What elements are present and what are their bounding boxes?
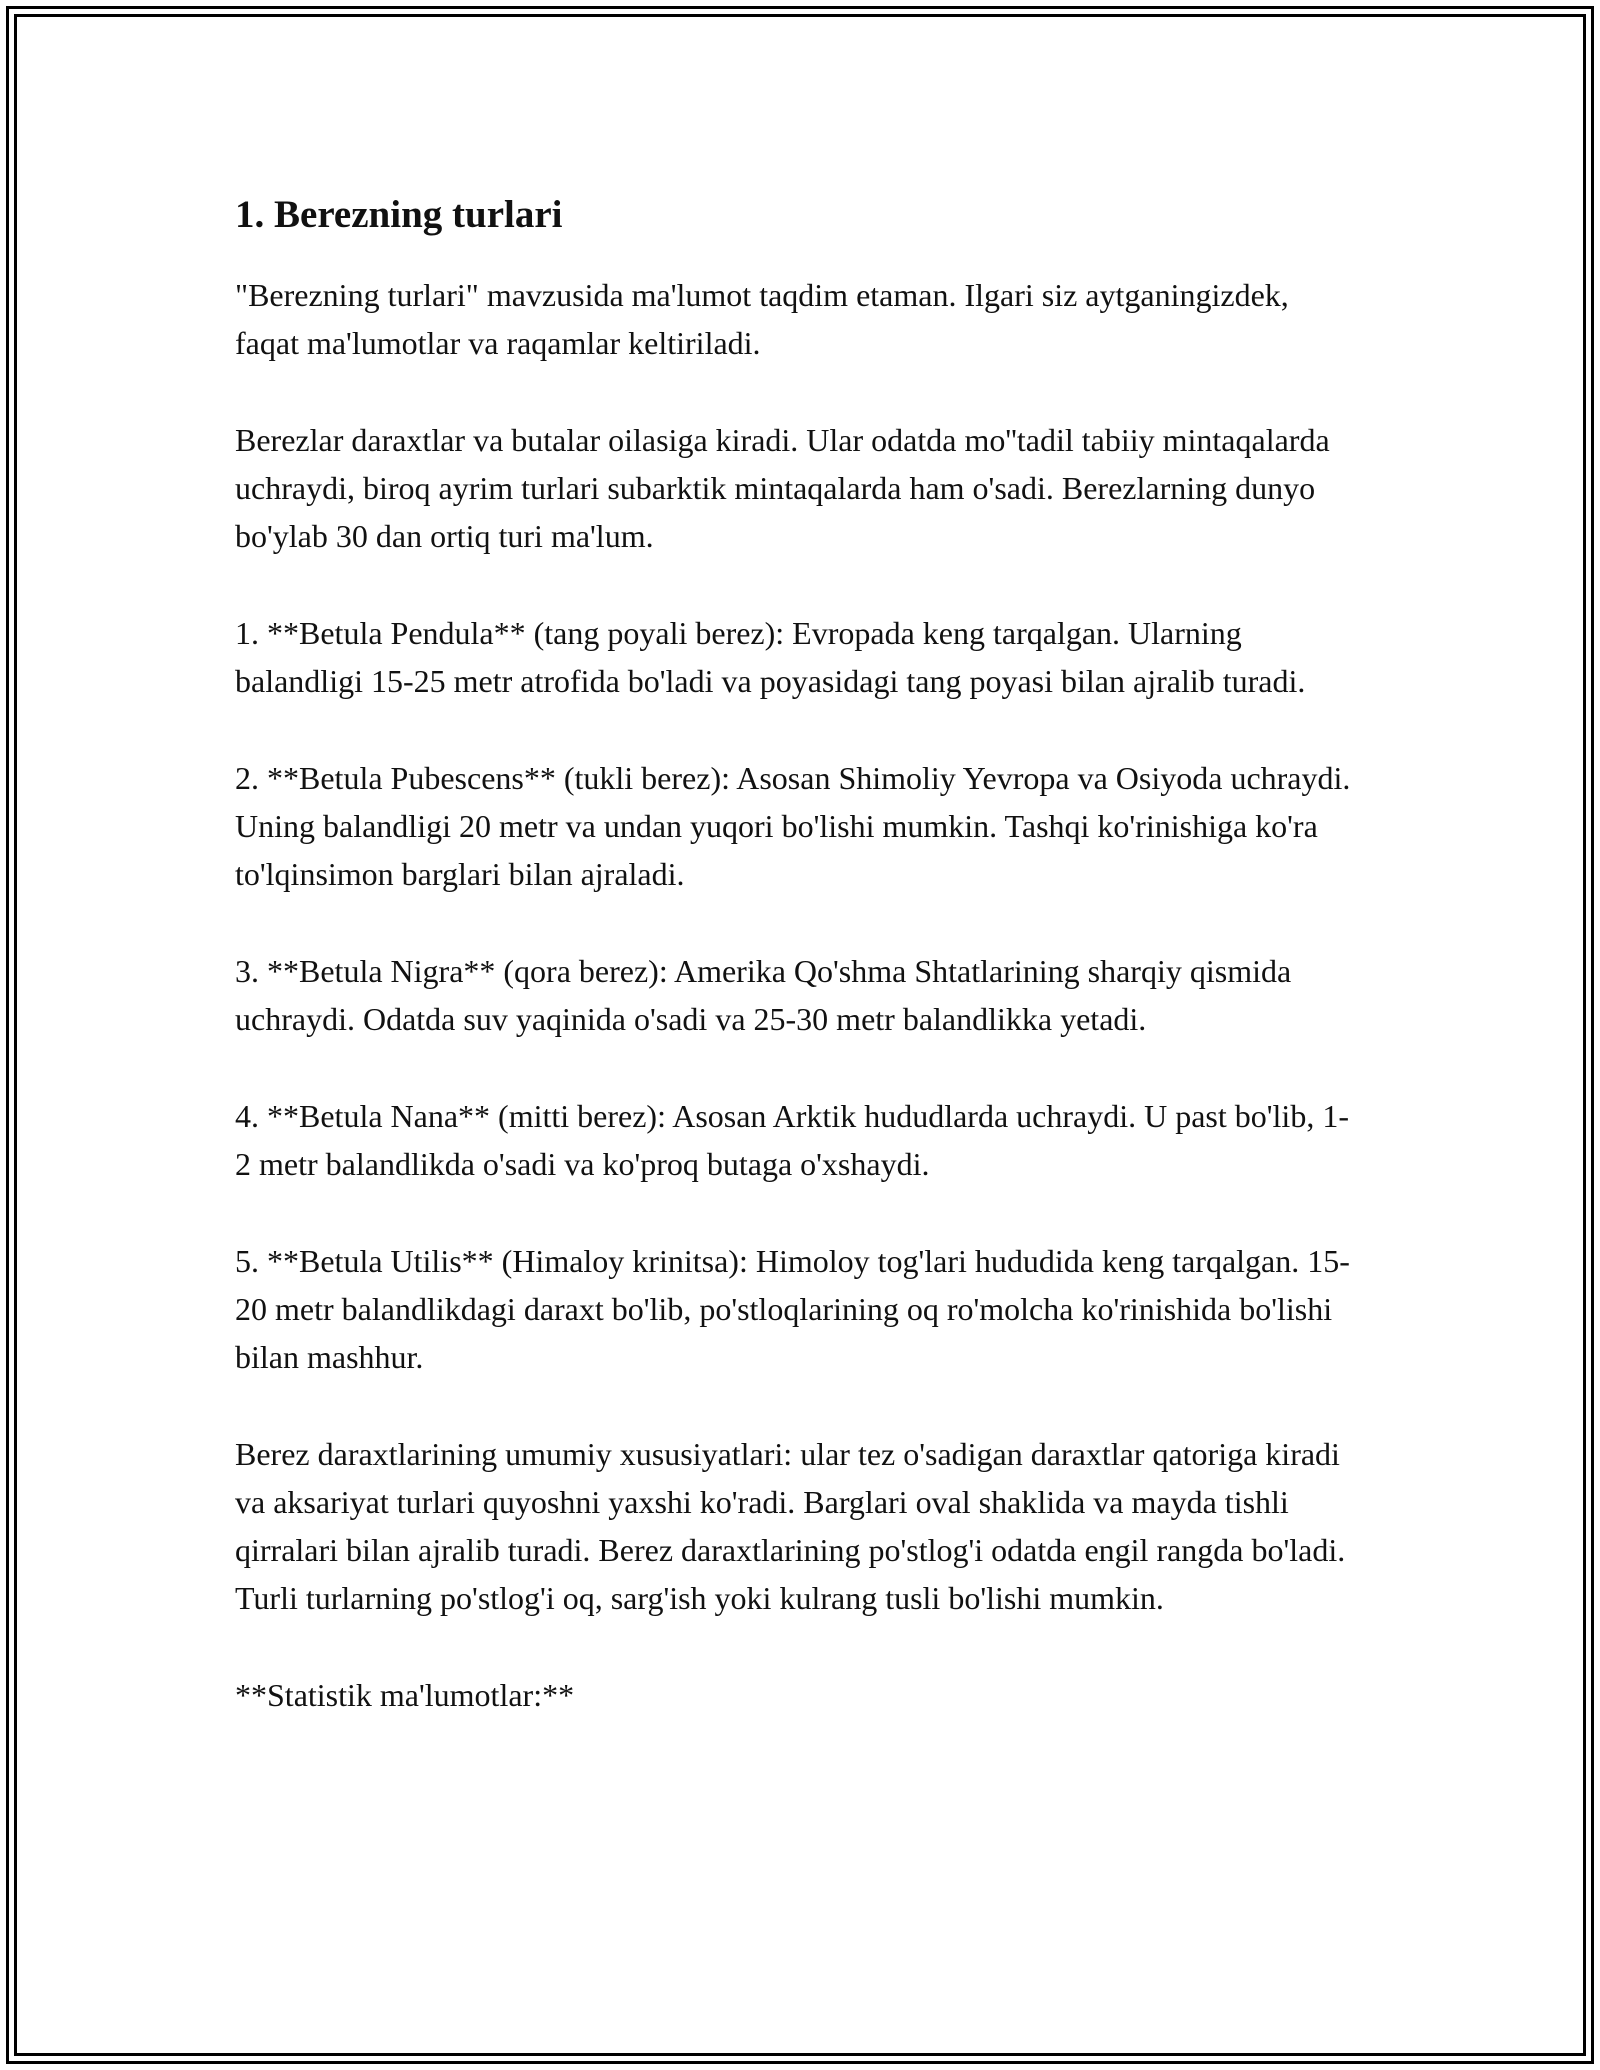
list-item-betula-pubescens: 2. **Betula Pubescens** (tukli berez): Asosan Shimoliy Yevropa va Osiyoda uchraydi. Uning balandligi 20 metr va undan yuqori bo'lishi mumkin. Tashqi ko'rinishiga ko'ra to'lqinsimon barglari bilan ajraladi.: [235, 760, 1351, 892]
list-item-betula-nana: 4. **Betula Nana** (mitti berez): Asosan Arktik hududlarda uchraydi. U past bo'lib, 1-2 metr balandlikda o'sadi va ko'proq butaga o'xshaydi.: [235, 1098, 1349, 1182]
document-title: 1. Berezning turlari: [235, 193, 563, 236]
overview-paragraph: Berezlar daraxtlar va butalar oilasiga kiradi. Ular odatda mo''tadil tabiiy mintaqalarda uchraydi, biroq ayrim turlari subarktik mintaqalarda ham o'sadi. Berezlarning dunyo bo'ylab 30 dan ortiq turi ma'lum.: [235, 422, 1330, 554]
list-item-betula-utilis: 5. **Betula Utilis** (Himaloy krinitsa): Himoloy tog'lari hududida keng tarqalgan. 15-20 metr balandlikdagi daraxt bo'lib, po'stloqlarining oq ro'molcha ko'rinishida bo'lishi bilan mashhur.: [235, 1243, 1350, 1375]
general-properties-paragraph: Berez daraxtlarining umumiy xususiyatlari: ular tez o'sadigan daraxtlar qatoriga kiradi va aksariyat turlari quyoshni yaxshi ko'radi. Barglari oval shaklida va mayda tishli qirralari bilan ajralib turadi. Berez daraxtlarining po'stlog'i odatda engil rangda bo'ladi. Turli turlarning po'stlog'i oq, sarg'ish yoki kulrang tusli bo'lishi mumkin.: [235, 1436, 1346, 1616]
document-body: [235, 180, 1355, 1719]
statistics-heading: **Statistik ma'lumotlar:**: [235, 1677, 575, 1713]
list-item-betula-nigra: 3. **Betula Nigra** (qora berez): Amerika Qo'shma Shtatlarining sharqiy qismida uchraydi. Odatda suv yaqinida o'sadi va 25-30 metr balandlikka yetadi.: [235, 953, 1292, 1037]
list-item-betula-pendula: 1. **Betula Pendula** (tang poyali berez): Evropada keng tarqalgan. Ularning balandligi 15-25 metr atrofida bo'ladi va poyasidagi tang poyasi bilan ajralib turadi.: [235, 615, 1306, 699]
intro-paragraph: "Berezning turlari" mavzusida ma'lumot taqdim etaman. Ilgari siz aytganingizdek, faqat ma'lumotlar va raqamlar keltiriladi.: [235, 277, 1289, 361]
